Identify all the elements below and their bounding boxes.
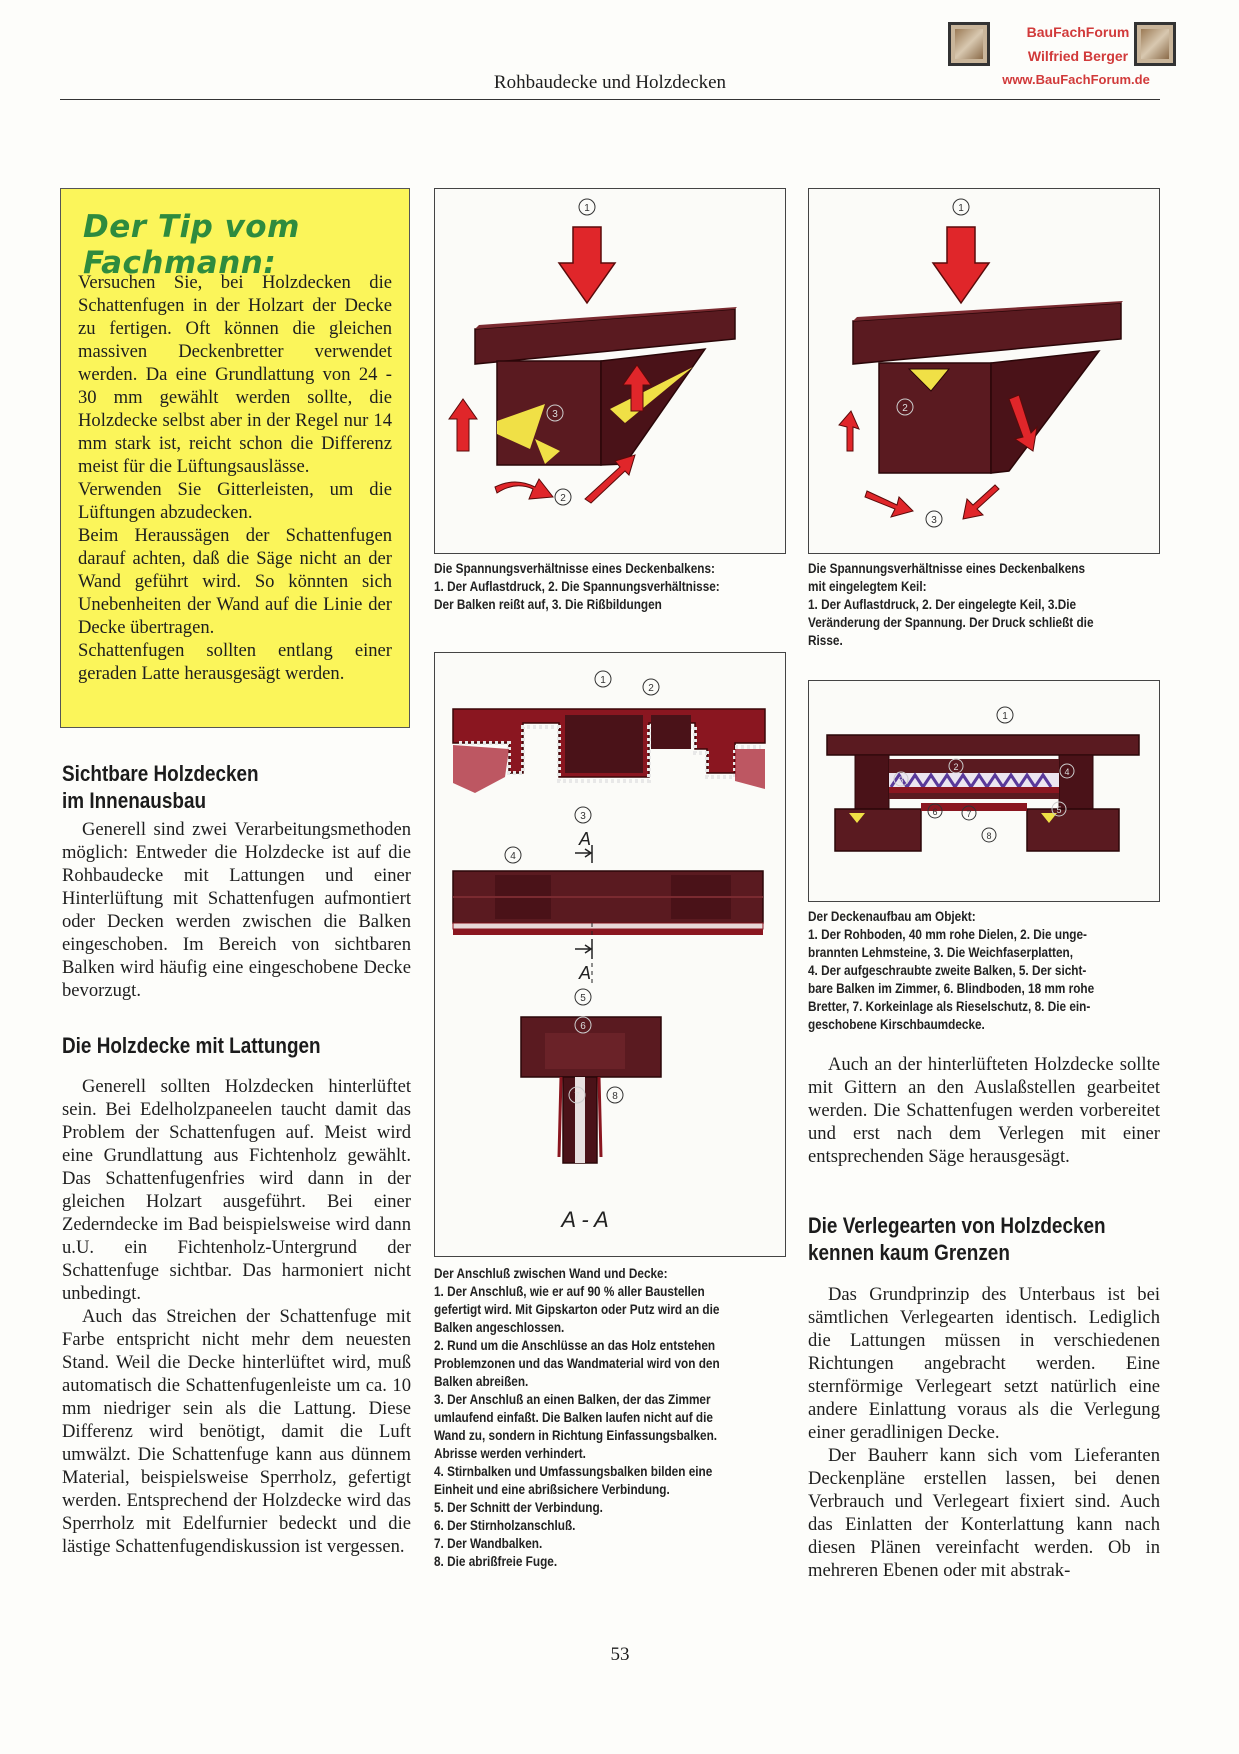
logo-url: www.BauFachForum.de [1002, 72, 1150, 87]
caption-line: Der Deckenaufbau am Objekt: [808, 909, 976, 924]
body-paragraph: Auch das Streichen der Schattenfuge mit Farbe entspricht nicht mehr dem neuesten Stand. Weil die Decke hinterlüftet wird, muß automatisch die Schattenfugenleiste um ca. 10 mm niedriger sein als die Lattung. Diese Differenz wird benötigt, damit die Luft umwälzt. Die Schattenfuge kann aus dünnem Material, beispielsweise Sperrholz, gefertigt werden. Entsprechend der Holzdecke wird das Sperrholz mit Edelfurnier bedeckt und die lästige Schattenfugendiskussion ist vergessen. [62, 1306, 411, 1557]
svg-text:7: 7 [966, 809, 972, 819]
figure-wall-ceiling-joint-caption [434, 1265, 751, 1571]
section-arrow-icon [575, 939, 592, 959]
caption-line: geschobene Kirschbaumdecke. [808, 1017, 985, 1032]
svg-text:6: 6 [932, 807, 938, 817]
section2-body [62, 1075, 411, 1558]
svg-text:4: 4 [1064, 767, 1070, 777]
svg-text:2: 2 [560, 493, 566, 504]
caption-line: 2. Rund um die Anschlüsse an das Holz entstehen [434, 1338, 716, 1353]
svg-text:3: 3 [898, 775, 904, 785]
caption-line: 8. Die abrißfreie Fuge. [434, 1554, 558, 1569]
tip-paragraph: Verwenden Sie Gitterleisten, um die Lüftungen abzudecken. [78, 479, 392, 523]
svg-text:3: 3 [552, 409, 558, 420]
figure-ceiling-buildup-drawing [809, 681, 1159, 901]
rotation-arrow-icon [839, 411, 859, 451]
caption-line: 1. Der Auflastdruck, 2. Die Spannungsverhältnisse: [434, 579, 720, 594]
running-header: Rohbaudecke und Holzdecken [493, 72, 727, 93]
caption-line: Die Spannungsverhältnisse eines Deckenbalkens [808, 561, 1086, 576]
heading-line: Die Verlegearten von Holzdecken [808, 1213, 1106, 1238]
svg-text:8: 8 [612, 1091, 618, 1102]
svg-text:5: 5 [1056, 805, 1062, 815]
section-mark-label: A [578, 963, 592, 983]
svg-text:3: 3 [580, 811, 586, 822]
figure-wall-ceiling-joint-drawing [435, 653, 785, 1256]
caption-line: Problemzonen und das Wandmaterial wird von den [434, 1356, 720, 1371]
svg-text:8: 8 [986, 831, 992, 841]
caption-line: umlaufend einfaßt. Die Balken laufen nicht auf die [434, 1410, 713, 1425]
section-mark-label: A [578, 829, 592, 849]
right-col-intro [808, 1053, 1160, 1168]
caption-line: mit eingelegtem Keil: [808, 579, 927, 594]
caption-line: Der Balken reißt auf, 3. Die Rißbildungen [434, 597, 662, 612]
svg-text:1: 1 [600, 675, 606, 686]
svg-text:1: 1 [1002, 711, 1008, 722]
tip-title: Der Tip vom Fachmann: [83, 209, 300, 281]
section1-body [62, 818, 411, 1002]
caption-line: Balken angeschlossen. [434, 1320, 565, 1335]
figure-beam-wedge-drawing [809, 189, 1159, 553]
figure-ceiling-buildup [808, 680, 1160, 902]
caption-line: 4. Der aufgeschraubte zweite Balken, 5. Der sicht- [808, 963, 1087, 978]
load-arrow-icon [933, 227, 989, 303]
caption-line: Veränderung der Spannung. Der Druck schließt die [808, 615, 1094, 630]
header-rule [60, 99, 1160, 100]
visible-beam-shape [835, 809, 921, 851]
right-col-body [808, 1283, 1160, 1582]
svg-text:2: 2 [648, 683, 654, 694]
logo-line2: Wilfried Berger [1027, 48, 1129, 64]
figure-beam-wedge-caption [808, 560, 1125, 650]
caption-line: 4. Stirnbalken und Umfassungsbalken bilden eine [434, 1464, 713, 1479]
caption-line: Einheit und eine abrißsichere Verbindung. [434, 1482, 670, 1497]
figure-ceiling-buildup-caption [808, 908, 1125, 1034]
svg-text:4: 4 [510, 851, 516, 862]
rotation-arrow-icon [963, 485, 999, 519]
heading-line: Sichtbare Holzdecken [62, 761, 259, 786]
caption-line: brannten Lehmsteine, 3. Die Weichfaserplatten, [808, 945, 1073, 960]
tip-paragraph: Beim Heraussägen der Schattenfugen darauf achten, daß die Säge nicht an der Wand geführt wird. So könnten sich Unebenheiten der Wand auf die Linie der Decke übertragen. [78, 525, 392, 638]
caption-line: 6. Der Stirnholzanschluß. [434, 1518, 576, 1533]
svg-text:6: 6 [580, 1021, 586, 1032]
caption-line: 1. Der Rohboden, 40 mm rohe Dielen, 2. Die unge- [808, 927, 1087, 942]
tip-paragraph: Versuchen Sie, bei Holzdecken die Schattenfugen in der Holzart der Decke zu fertigen. Oft können die gleichen massiven Deckenbretter verwendet werden. Da eine Grundlattung von 24 - 30 mm gewählt werden sollte, die Holzdecke selbst aber in der Regel nur 14 mm stark ist, reicht schon die Differenz meist für die Lüftungsauslässe. [78, 272, 392, 477]
body-paragraph: Generell sind zwei Verarbeitungsmethoden möglich: Entweder die Holzdecke ist auf die Rohbaudecke mit Lattungen und einer Hinterlüftung mit Schattenfugen aufmontiert oder Decken werden zwischen die Balken eingeschoben. Im Bereich von sichtbaren Balken wird häufig eine eingeschobene Decke bevorzugt. [62, 819, 411, 1001]
figure-beam-stress [434, 188, 786, 554]
body-paragraph: Das Grundprinzip des Unterbaus ist bei sämtlichen Verlegearten identisch. Lediglich die Lattungen müssen in verschiedenen Richtungen angebracht werden. Eine sternförmige Verlegeart setzt natürlich eine andere Einlattung voraus als die Verlegung einer geradlinigen Decke. [808, 1284, 1160, 1443]
tip-box [60, 188, 410, 728]
svg-text:2: 2 [902, 403, 908, 414]
body-paragraph: Der Bauherr kann sich vom Lieferanten Deckenpläne erstellen lassen, bei denen Verbrauch und Verlegeart fixiert sind. Auch das Einlatten der Konterlattung kann nach diesen Plänen vereinfacht werden. Ob in mehreren Ebenen oder mit abstrak- [808, 1445, 1160, 1581]
tip-paragraph: Schattenfugen sollten entlang einer geraden Latte herausgesägt werden. [78, 640, 392, 684]
publisher-logo [948, 22, 1202, 94]
svg-text:1: 1 [584, 203, 590, 214]
rotation-arrow-icon [449, 399, 477, 451]
logo-picture-left-icon [948, 22, 990, 66]
heading-line: kennen kaum Grenzen [808, 1240, 1010, 1265]
figure-beam-wedge [808, 188, 1160, 554]
caption-line: Balken abreißen. [434, 1374, 529, 1389]
svg-text:1: 1 [958, 203, 964, 214]
caption-line: gefertigt wird. Mit Gipskarton oder Putz wird an die [434, 1302, 720, 1317]
caption-line: 3. Der Anschluß an einen Balken, der das Zimmer [434, 1392, 711, 1407]
section-title-label: A - A [561, 1207, 609, 1232]
caption-line: Wand zu, sondern in Richtung Einfassungsbalken. [434, 1428, 718, 1443]
svg-text:2: 2 [953, 762, 959, 772]
caption-line: Die Spannungsverhältnisse eines Deckenbalkens: [434, 561, 715, 576]
load-arrow-icon [559, 227, 615, 303]
body-paragraph: Auch an der hinterlüfteten Holzdecke sollte mit Gittern an den Auslaßstellen gearbeitet werden. Die Schattenfugen werden vorbereitet und erst nach dem Verlegen mit einer entsprechenden Säge herausgesägt. [808, 1054, 1160, 1167]
page-number: 53 [610, 1644, 630, 1665]
section-heading-holzdecke-lattungen: Die Holzdecke mit Lattungen [62, 1033, 321, 1058]
svg-text:5: 5 [580, 993, 586, 1004]
section-heading-verlegearten [808, 1212, 1152, 1266]
figure-beam-stress-drawing [435, 189, 785, 553]
body-paragraph: Generell sollten Holzdecken hinterlüftet sein. Bei Edelholzpaneelen taucht damit das Problem der Schattenfugen auf. Meist wird eine Grundlattung aus Fichtenholz gewählt. Das Schattenfugenfries wird dann in der gleichen Holzart ausgeführt. Bei einer Zederndecke im Bad beispielsweise wird dann u.U. ein Fichtenholz-Untergrund der Schattenfuge sichtbar. Das harmoniert nicht unbedingt. [62, 1076, 411, 1304]
caption-line: 7. Der Wandbalken. [434, 1536, 543, 1551]
svg-text:7: 7 [574, 1091, 580, 1102]
figure-beam-stress-caption [434, 560, 751, 614]
caption-line: 1. Der Auflastdruck, 2. Der eingelegte Keil, 3.Die [808, 597, 1077, 612]
caption-line: 1. Der Anschluß, wie er auf 90 % aller Baustellen [434, 1284, 705, 1299]
caption-line: Abrisse werden verhindert. [434, 1446, 586, 1461]
visible-beam-shape [1027, 809, 1119, 851]
rotation-arrow-icon [495, 479, 553, 499]
svg-text:3: 3 [931, 515, 937, 526]
caption-line: Der Anschluß zwischen Wand und Decke: [434, 1266, 668, 1281]
logo-line1: BauFachForum [1026, 24, 1130, 40]
logo-picture-right-icon [1134, 22, 1176, 66]
rotation-arrow-icon [865, 491, 913, 517]
tip-body [78, 271, 392, 685]
caption-line: Risse. [808, 633, 843, 648]
raw-floor-shape [827, 735, 1139, 755]
section-heading-sichtbare-holzdecken [62, 760, 389, 814]
caption-line: Bretter, 7. Korkeinlage als Rieselschutz, 8. Die ein- [808, 999, 1091, 1014]
caption-line: 5. Der Schnitt der Verbindung. [434, 1500, 603, 1515]
heading-line: im Innenausbau [62, 788, 207, 813]
caption-line: bare Balken im Zimmer, 6. Blindboden, 18 mm rohe [808, 981, 1095, 996]
figure-wall-ceiling-joint [434, 652, 786, 1257]
